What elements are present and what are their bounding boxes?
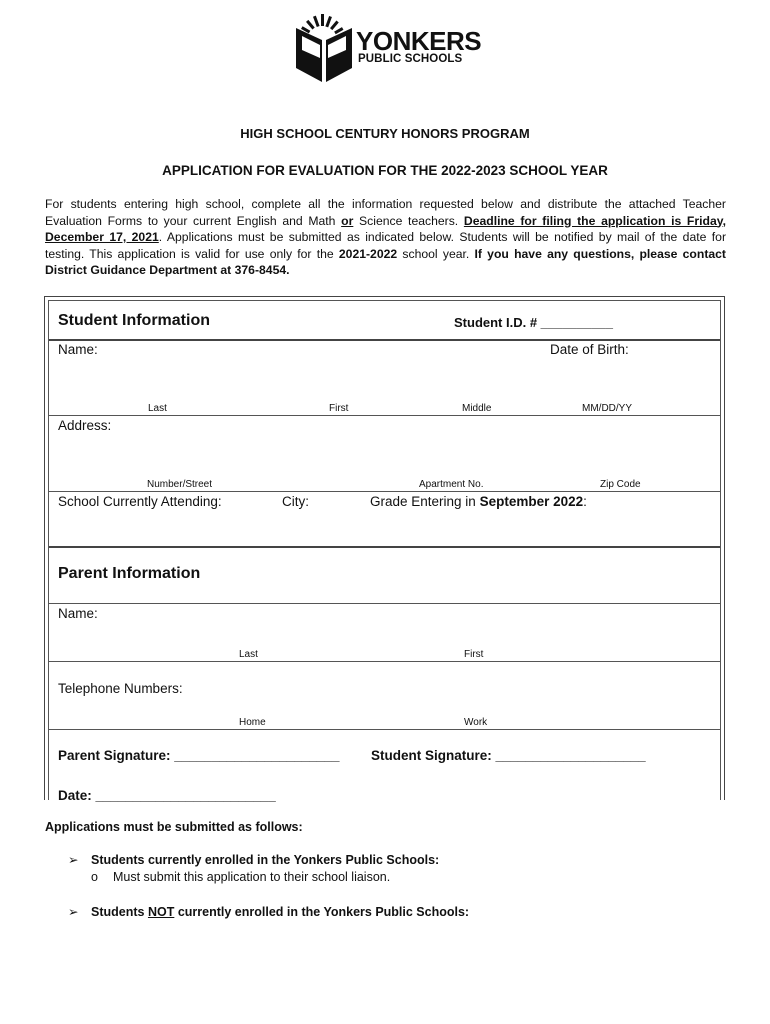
grade-text: Grade Entering in xyxy=(370,494,480,509)
parent-info-heading: Parent Information xyxy=(58,565,201,582)
contact-text: If you have any questions, please contact District Guidance Department at 376-8454. xyxy=(45,246,726,277)
arrow-bullet-icon: ➢ xyxy=(68,853,79,867)
grade-entering-label xyxy=(370,494,587,509)
divider xyxy=(49,491,720,492)
parent-signature-field[interactable]: Parent Signature: ______________________ xyxy=(58,748,340,763)
grade-colon: : xyxy=(583,494,587,509)
bullet-enrolled: Students currently enrolled in the Yonkers Public Schools: xyxy=(91,853,440,867)
city-label: City: xyxy=(282,494,309,509)
not-enrolled-post: currently enrolled in the Yonkers Public Schools: xyxy=(174,905,470,919)
submission-heading: Applications must be submitted as follows: xyxy=(45,820,303,834)
application-title: APPLICATION FOR EVALUATION FOR THE 2022-2023 SCHOOL YEAR xyxy=(162,163,608,178)
apartment-caption: Apartment No. xyxy=(419,479,484,490)
divider xyxy=(49,546,720,548)
student-signature-field[interactable]: Student Signature: ____________________ xyxy=(371,748,646,763)
intro-text-1: For students entering high school, complete all the information requested below and distribute the attached Teacher Evaluation Forms to your current English and Math xyxy=(45,197,726,228)
application-form xyxy=(44,296,725,803)
logo-subtitle: PUBLIC SCHOOLS xyxy=(358,53,463,65)
grade-date: September 2022 xyxy=(479,494,584,509)
dob-label: Date of Birth: xyxy=(550,342,629,357)
student-id-field[interactable]: Student I.D. # __________ xyxy=(454,315,613,330)
parent-last-caption: Last xyxy=(239,649,258,660)
intro-text-3: . Applications must be submitted as indicated below. Students will be notified by mail of the date for testing. This application is valid for use only for the xyxy=(45,230,727,261)
sub-bullet-liaison: Must submit this application to their school liaison. xyxy=(113,870,391,884)
bullet-not-enrolled xyxy=(91,905,469,919)
divider xyxy=(49,339,720,341)
school-label: School Currently Attending: xyxy=(58,494,222,509)
deadline-text: Deadline for filing the application is Friday, December 17, 2021 xyxy=(45,213,726,244)
home-phone-caption: Home xyxy=(239,717,266,728)
divider xyxy=(49,603,720,604)
not-enrolled-pre: Students xyxy=(91,905,148,919)
last-name-caption: Last xyxy=(148,403,167,414)
logo-wordmark: YONKERS xyxy=(356,26,482,56)
not-emphasis: NOT xyxy=(147,905,175,919)
date-field[interactable]: Date: ________________________ xyxy=(58,788,276,803)
intro-text-2: Science teachers. xyxy=(353,213,464,228)
sub-bullet-marker: o xyxy=(91,870,98,884)
address-label: Address: xyxy=(58,418,112,433)
form-inner-border xyxy=(48,300,721,803)
divider xyxy=(49,661,720,662)
work-phone-caption: Work xyxy=(464,717,488,728)
student-info-heading: Student Information xyxy=(58,312,210,329)
arrow-bullet-icon: ➢ xyxy=(68,905,79,919)
book-sunburst-icon xyxy=(294,14,356,84)
dob-format-caption: MM/DD/YY xyxy=(582,403,632,414)
zip-caption: Zip Code xyxy=(600,479,641,490)
telephone-label: Telephone Numbers: xyxy=(58,681,183,696)
middle-name-caption: Middle xyxy=(462,403,492,414)
intro-or: or xyxy=(341,213,354,228)
program-title: HIGH SCHOOL CENTURY HONORS PROGRAM xyxy=(240,126,530,141)
first-name-caption: First xyxy=(329,403,349,414)
divider xyxy=(49,415,720,416)
student-name-label: Name: xyxy=(58,342,98,357)
intro-text-4: school year. xyxy=(397,246,475,261)
street-caption: Number/Street xyxy=(147,479,213,490)
intro-paragraph xyxy=(45,196,726,279)
parent-first-caption: First xyxy=(464,649,484,660)
parent-name-label: Name: xyxy=(58,606,98,621)
valid-year: 2021-2022 xyxy=(338,246,398,261)
yonkers-logo xyxy=(294,14,484,84)
divider xyxy=(49,729,720,730)
